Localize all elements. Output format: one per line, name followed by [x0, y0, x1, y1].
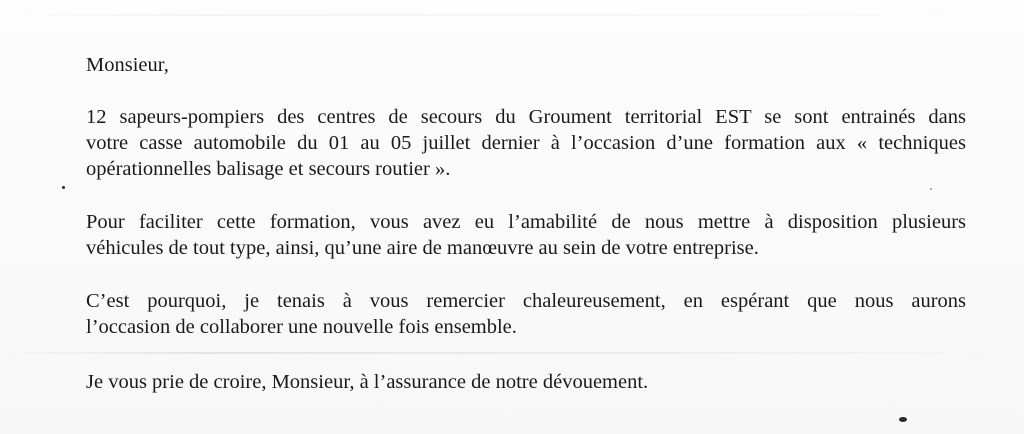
paragraph-3-line-2: l’occasion de collaborer une nouvelle fois ensemble. [86, 316, 517, 338]
paper-fold-line [0, 352, 1024, 354]
paragraph-1-line-3: opérationnelles balisage et secours routier ». [86, 158, 451, 180]
paragraph-3 [86, 288, 966, 314]
paragraph-3-line-1: C’est pourquoi, je tenais à vous remercier chaleureusement, en espérant que nous aurons [86, 290, 966, 312]
paragraph-1-line-2-wrap [86, 130, 966, 156]
ink-speck [899, 417, 907, 422]
paragraph-1 [86, 104, 966, 130]
salutation: Monsieur, [86, 54, 169, 76]
paragraph-1-line-2: votre casse automobile du 01 au 05 juillet dernier à l’occasion d’une formation aux « techniques [86, 132, 966, 154]
paragraph-2-line-1: Pour faciliter cette formation, vous avez eu l’amabilité de nous mettre à disposition plusieurs [86, 211, 966, 233]
paragraph-1-line-1: 12 sapeurs-pompiers des centres de secours du Groument territorial EST se sont entrainés dans [86, 106, 966, 128]
paper-fold-line-top [0, 14, 1024, 16]
paragraph-1-line-3-wrap [86, 156, 450, 182]
closing: Je vous prie de croire, Monsieur, à l’assurance de notre dévouement. [86, 371, 649, 393]
paragraph-3-line-2-wrap [86, 314, 517, 340]
paragraph-2-line-2: véhicules de tout type, ainsi, qu’une aire de manœuvre au sein de votre entreprise. [86, 237, 759, 259]
paragraph-2-line-2-wrap [86, 235, 759, 261]
ink-speck [62, 186, 65, 189]
paragraph-2 [86, 209, 966, 235]
ink-speck [930, 188, 932, 190]
